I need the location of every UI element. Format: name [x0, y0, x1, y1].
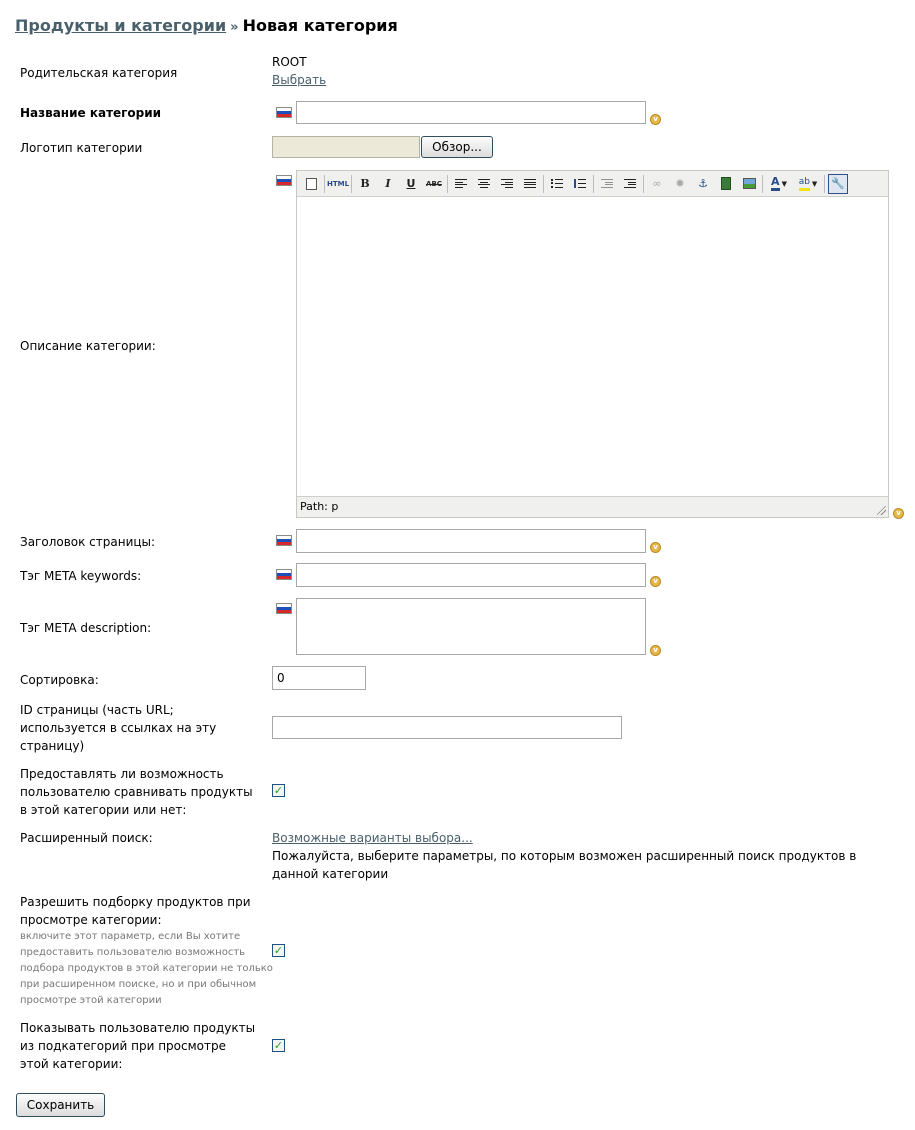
sort-label: Сортировка:	[20, 673, 99, 687]
font-color-glyph: A	[771, 176, 780, 191]
logo-label: Логотип категории	[20, 141, 143, 155]
sort-input[interactable]	[272, 666, 366, 690]
meta-description-textarea[interactable]	[296, 598, 646, 655]
save-button[interactable]: Сохранить	[16, 1093, 105, 1117]
required-mark-icon: v	[650, 645, 661, 656]
allow-filter-label	[20, 893, 273, 1009]
page-id-label	[20, 701, 216, 755]
bullet-list-icon[interactable]	[547, 174, 567, 194]
required-mark-icon: v	[893, 508, 904, 519]
allow-filter-note	[20, 929, 273, 1009]
russian-flag-icon	[276, 603, 292, 614]
allow-compare-label	[20, 765, 253, 819]
allow-filter-note-line: подбора продуктов в этой категории не только	[20, 963, 273, 974]
image-icon[interactable]	[739, 174, 759, 194]
toolbar-separator	[643, 175, 644, 193]
parent-category-label: Родительская категория	[20, 66, 178, 80]
unlink-icon[interactable]: ✹	[675, 177, 685, 190]
required-mark-icon: v	[650, 576, 661, 587]
toolbar-separator	[762, 175, 763, 193]
russian-flag-icon	[276, 175, 292, 186]
category-name-input[interactable]	[296, 101, 646, 124]
russian-flag-icon	[276, 107, 292, 118]
toolbar-separator	[324, 175, 325, 193]
toolbar-separator	[824, 175, 825, 193]
description-editor	[296, 170, 889, 518]
breadcrumb-parent-link[interactable]: Продукты и категории	[15, 16, 227, 35]
breadcrumb-separator: »	[230, 20, 239, 35]
outdent-icon[interactable]	[597, 174, 617, 194]
advanced-search-hint-line: Пожалуйста, выберите параметры, по которым возможен расширенный поиск продуктов в	[272, 849, 857, 863]
show-subcategory-checkbox[interactable]: ✓	[273, 1039, 284, 1052]
toolbar-separator	[447, 175, 448, 193]
allow-filter-note-line: просмотре этой категории	[20, 995, 162, 1006]
page-title: Новая категория	[242, 16, 398, 35]
new-document-icon[interactable]	[301, 174, 321, 194]
italic-icon[interactable]: I	[385, 177, 391, 190]
page-id-input[interactable]	[272, 716, 622, 739]
resize-grip-icon[interactable]	[877, 506, 886, 515]
editor-toolbar	[297, 171, 888, 197]
show-subcategory-label	[20, 1019, 255, 1073]
settings-wrench-icon[interactable]: 🔧	[828, 174, 848, 194]
advanced-search-hint-line: данной категории	[272, 867, 389, 881]
align-left-icon[interactable]	[451, 174, 471, 194]
category-name-label: Название категории	[20, 106, 162, 120]
choose-parent-link[interactable]: Выбрать	[272, 73, 327, 87]
meta-description-label: Тэг META description:	[20, 621, 152, 635]
russian-flag-icon	[276, 535, 292, 546]
align-center-icon[interactable]	[474, 174, 494, 194]
page-id-label-line: используется в ссылках на эту	[20, 721, 217, 735]
russian-flag-icon	[276, 569, 292, 580]
anchor-icon[interactable]: ⚓	[698, 177, 708, 190]
align-right-icon[interactable]	[497, 174, 517, 194]
show-subcategory-label-line: из подкатегорий при просмотре	[20, 1039, 226, 1053]
link-icon[interactable]: ∞	[652, 177, 662, 190]
allow-compare-label-line: Предоставлять ли возможность	[20, 767, 224, 781]
allow-filter-checkbox[interactable]: ✓	[273, 944, 284, 957]
page-id-label-line: ID страницы (часть URL;	[20, 703, 174, 717]
show-subcategory-label-line: Показывать пользователю продукты	[20, 1021, 256, 1035]
show-subcategory-label-line: этой категории:	[20, 1057, 123, 1071]
allow-filter-note-line: предоставить пользователю возможность	[20, 947, 246, 958]
bold-icon[interactable]: B	[360, 177, 370, 190]
advanced-search-hint	[272, 847, 856, 883]
page-title-input[interactable]	[296, 529, 646, 553]
allow-compare-label-line: пользователю сравнивать продукты	[20, 785, 253, 799]
strikethrough-icon[interactable]: ABC	[426, 179, 442, 188]
parent-category-value: ROOT	[272, 55, 307, 69]
underline-icon[interactable]: U	[406, 177, 416, 190]
advanced-search-label: Расширенный поиск:	[20, 831, 153, 845]
description-editor-area[interactable]	[297, 197, 888, 497]
toolbar-separator	[351, 175, 352, 193]
breadcrumb	[15, 16, 398, 35]
page-id-label-line: страницу)	[20, 739, 85, 753]
allow-filter-label-line: просмотре категории:	[20, 913, 162, 927]
toolbar-separator	[543, 175, 544, 193]
allow-compare-checkbox[interactable]: ✓	[273, 784, 284, 797]
required-mark-icon: v	[650, 542, 661, 553]
indent-icon[interactable]	[620, 174, 640, 194]
allow-filter-note-line: при расширенном поиске, но и при обычном	[20, 979, 257, 990]
highlight-color-icon[interactable]: ab ▼	[795, 174, 821, 194]
page-title-label: Заголовок страницы:	[20, 535, 156, 549]
highlight-glyph: ab	[799, 177, 810, 191]
browse-button[interactable]: Обзор...	[421, 136, 493, 158]
required-mark-icon: v	[650, 114, 661, 125]
allow-filter-note-line: включите этот параметр, если Вы хотите	[20, 931, 241, 942]
html-source-icon[interactable]: HTML	[326, 179, 350, 188]
allow-compare-label-line: в этой категории или нет:	[20, 803, 187, 817]
align-justify-icon[interactable]	[520, 174, 540, 194]
media-icon[interactable]	[716, 174, 736, 194]
logo-file-input[interactable]	[272, 136, 420, 158]
toolbar-separator	[593, 175, 594, 193]
search-options-link[interactable]: Возможные варианты выбора...	[272, 831, 473, 845]
numbered-list-icon[interactable]	[570, 174, 590, 194]
meta-keywords-input[interactable]	[296, 563, 646, 587]
editor-status-path: Path: p	[297, 496, 888, 517]
meta-keywords-label: Тэг META keywords:	[20, 569, 142, 583]
description-label: Описание категории:	[20, 339, 156, 353]
allow-filter-label-line: Разрешить подборку продуктов при	[20, 895, 251, 909]
font-color-icon[interactable]: A ▼	[766, 174, 792, 194]
